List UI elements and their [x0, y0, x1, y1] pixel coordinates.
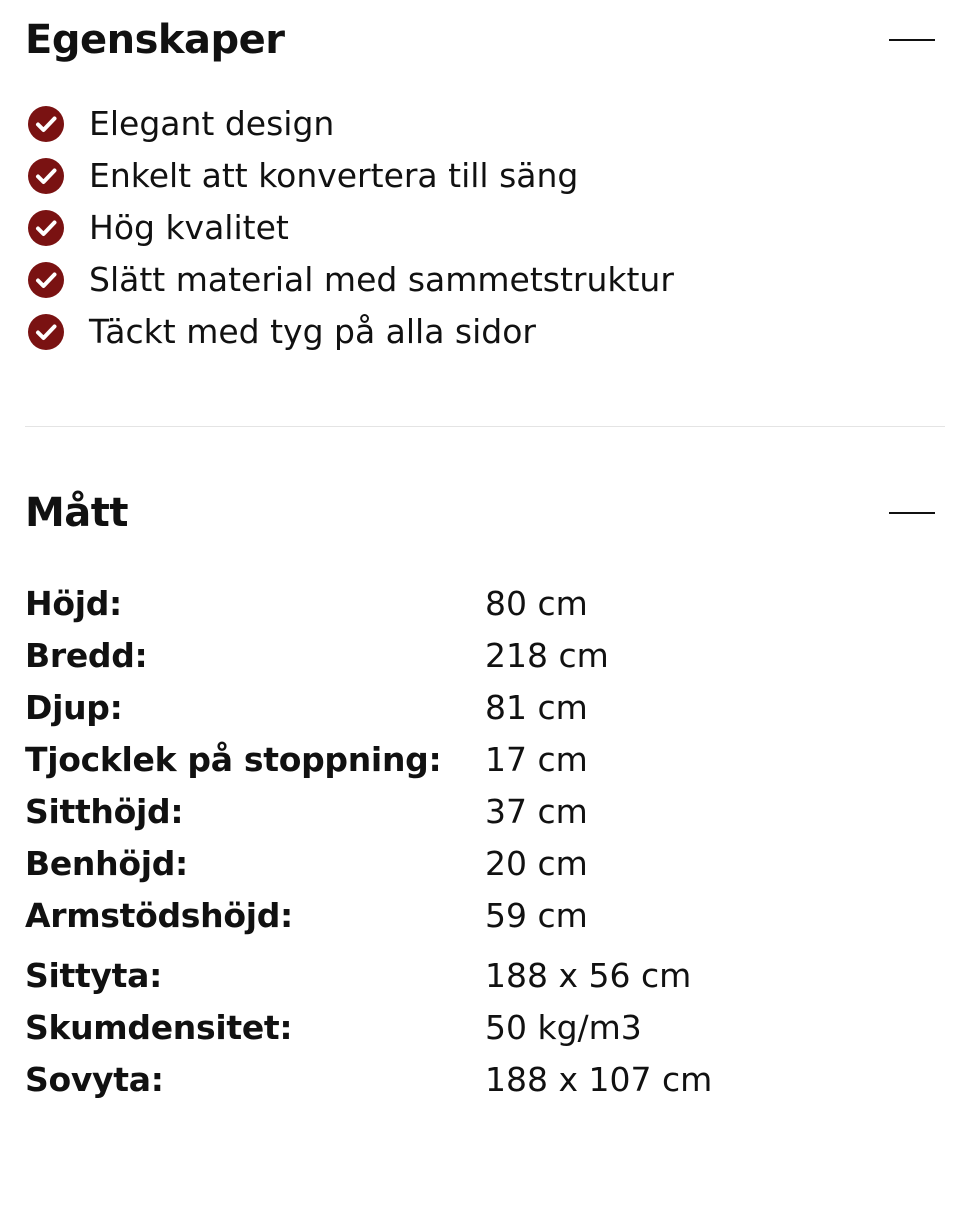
feature-label: Elegant design: [89, 104, 335, 143]
spec-value: 81 cm: [485, 688, 588, 727]
check-circle-icon: [28, 314, 64, 350]
table-row: [25, 734, 935, 786]
table-row: [25, 682, 935, 734]
table-row: [25, 1054, 935, 1106]
spec-value: 20 cm: [485, 844, 588, 883]
check-circle-icon: [28, 262, 64, 298]
table-row: [25, 1002, 935, 1054]
spec-label: Benhöjd:: [25, 844, 188, 883]
spec-label: Tjocklek på stoppning:: [25, 740, 442, 779]
features-section: [25, 10, 935, 358]
list-item: [25, 150, 935, 202]
list-item: [25, 254, 935, 306]
dimensions-title: Mått: [25, 490, 129, 536]
spec-label: Sovyta:: [25, 1060, 164, 1099]
list-item: [25, 202, 935, 254]
row-spacer: [25, 942, 935, 950]
spec-value: 80 cm: [485, 584, 588, 623]
table-row: [25, 890, 935, 942]
minus-icon[interactable]: [889, 512, 935, 514]
features-header[interactable]: [25, 10, 935, 70]
spec-label: Djup:: [25, 688, 123, 727]
spec-value: 188 x 107 cm: [485, 1060, 713, 1099]
spec-label: Sittyta:: [25, 956, 162, 995]
spec-value: 17 cm: [485, 740, 588, 779]
table-row: [25, 838, 935, 890]
spec-label: Skumdensitet:: [25, 1008, 293, 1047]
check-circle-icon: [28, 158, 64, 194]
section-divider: [25, 426, 945, 427]
table-row: [25, 950, 935, 1002]
minus-icon[interactable]: [889, 39, 935, 41]
list-item: [25, 306, 935, 358]
check-circle-icon: [28, 210, 64, 246]
spec-value: 37 cm: [485, 792, 588, 831]
list-item: [25, 98, 935, 150]
feature-list: [25, 98, 935, 358]
dimensions-header[interactable]: [25, 483, 935, 543]
spec-label: Bredd:: [25, 636, 148, 675]
features-title: Egenskaper: [25, 17, 285, 63]
spec-value: 188 x 56 cm: [485, 956, 692, 995]
spec-value: 59 cm: [485, 896, 588, 935]
spec-label: Sitthöjd:: [25, 792, 184, 831]
spec-value: 218 cm: [485, 636, 609, 675]
table-row: [25, 786, 935, 838]
dimensions-section: [25, 483, 935, 1106]
spec-value: 50 kg/m3: [485, 1008, 642, 1047]
feature-label: Slätt material med sammetstruktur: [89, 260, 674, 299]
feature-label: Enkelt att konvertera till säng: [89, 156, 579, 195]
table-row: [25, 630, 935, 682]
spec-label: Höjd:: [25, 584, 122, 623]
table-row: [25, 578, 935, 630]
feature-label: Täckt med tyg på alla sidor: [89, 312, 536, 351]
feature-label: Hög kvalitet: [89, 208, 289, 247]
spec-label: Armstödshöjd:: [25, 896, 293, 935]
dimensions-table: [25, 578, 935, 1106]
check-circle-icon: [28, 106, 64, 142]
